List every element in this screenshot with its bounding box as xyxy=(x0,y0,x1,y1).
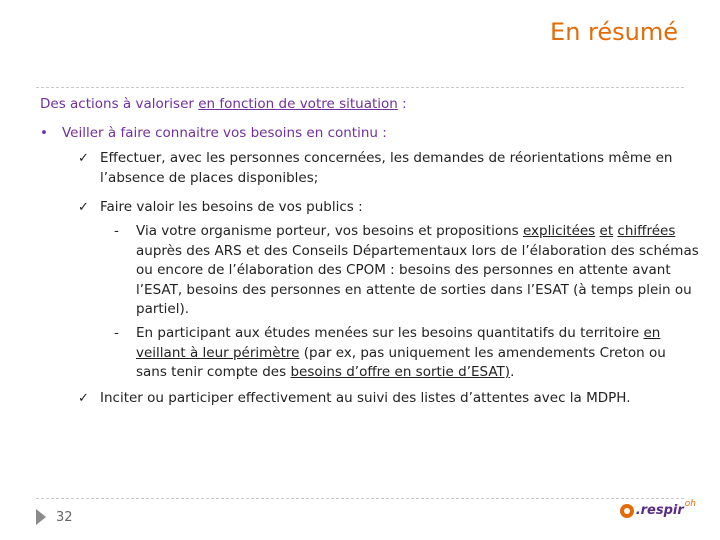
slide-content xyxy=(40,95,700,418)
logo-superscript: oh xyxy=(684,498,696,509)
checkmark-icon: ✓ xyxy=(78,390,89,406)
bullet-dot-icon: • xyxy=(40,124,48,141)
bullet-item xyxy=(40,124,700,144)
dash-item-1 xyxy=(40,222,700,320)
bottom-divider xyxy=(36,498,684,499)
logo-text: .respir xyxy=(635,503,684,518)
slide-title: En résumé xyxy=(550,18,678,46)
check-text: Faire valoir les besoins de vos publics : xyxy=(100,199,363,216)
section-heading: Des actions à valoriser en fonction de votre situation : xyxy=(40,96,407,112)
page-number: 32 xyxy=(56,509,73,525)
check-item-3 xyxy=(40,389,700,409)
check-item-1 xyxy=(40,149,700,188)
top-divider xyxy=(36,87,684,88)
checkmark-icon: ✓ xyxy=(78,151,89,167)
dash-text: Via votre organisme porteur, vos besoins et propositions explicitées et chiffrées auprès des ARS et des Conseils Départementaux lors de l’élaboration des schémas ou encore de l’élaboration des CPOM : besoins des personnes en attente avant l’ESAT, besoins des personnes en attente de sorties dans l’ESAT (à temps plein ou partiel). xyxy=(136,222,699,318)
triangle-arrow-icon xyxy=(36,509,46,525)
check-text: Effectuer, avec les personnes concernées, les demandes de réorientations même en l’absence de places disponibles; xyxy=(100,150,673,186)
dash-item-2 xyxy=(40,324,700,383)
logo-circle-icon xyxy=(620,504,634,518)
checkmark-icon: ✓ xyxy=(78,200,89,216)
dash-icon: - xyxy=(114,324,119,341)
page-footer xyxy=(36,505,73,529)
bullet-text: Veiller à faire connaitre vos besoins en continu : xyxy=(62,124,387,141)
dash-icon: - xyxy=(114,222,119,239)
dash-text: En participant aux études menées sur les besoins quantitatifs du territoire en veillant à leur périmètre (par ex, pas uniquement les amendements Creton ou sans tenir compte des besoins d’offre en sortie d’ESAT). xyxy=(136,324,666,381)
check-item-2 xyxy=(40,198,700,218)
respiroh-logo xyxy=(620,498,696,518)
check-text: Inciter ou participer effectivement au suivi des listes d’attentes avec la MDPH. xyxy=(100,389,631,406)
